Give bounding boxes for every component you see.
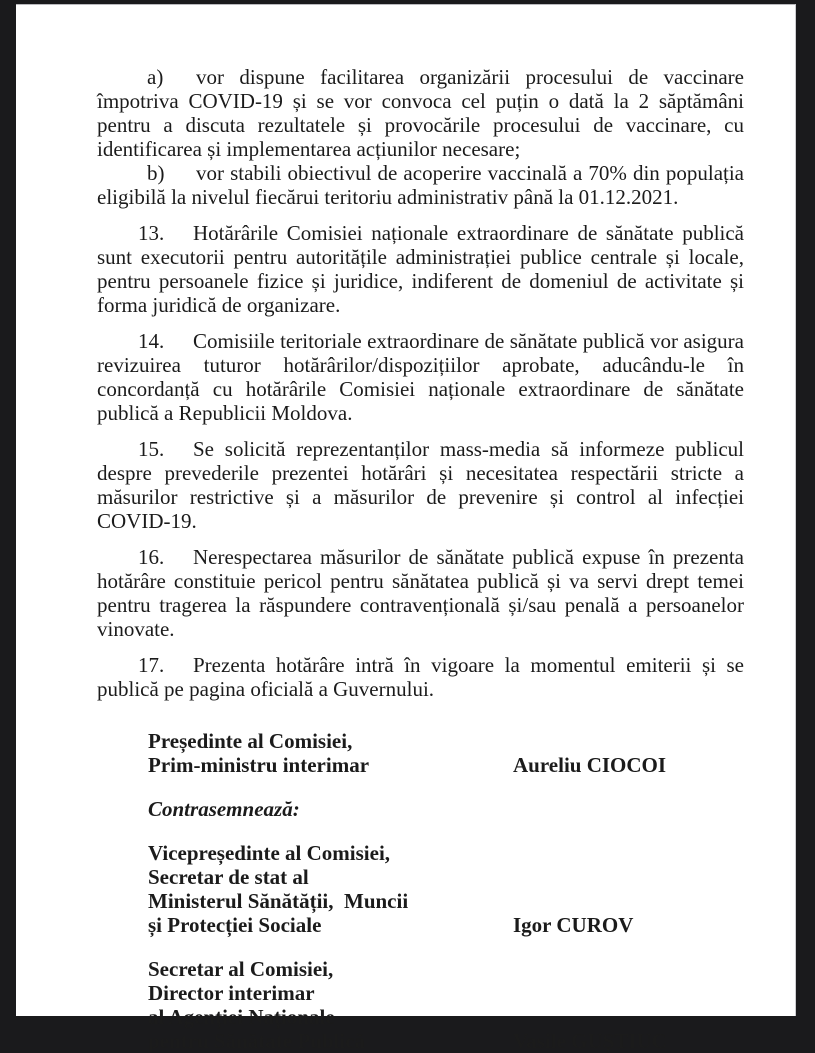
- signature-title-line: Președinte al Comisiei,: [148, 729, 353, 753]
- list-label: a): [147, 65, 164, 89]
- paragraph-15: [97, 437, 744, 533]
- signature-title-line: Prim-ministru interimar: [148, 753, 370, 777]
- signature-title-line: Director interimar: [148, 981, 315, 1005]
- document-content: [16, 5, 795, 1053]
- signature-title-line: Ministerul Sănătății, Muncii: [148, 889, 409, 913]
- signature-block-secretary: [148, 957, 744, 1053]
- paragraph-number: 17.: [138, 653, 165, 677]
- paragraph-number: 14.: [138, 329, 165, 353]
- list-item-text: vor dispune facilitarea organizării procesului de vaccinare împotriva COVID-19 și se vor convoca cel puțin o dată la 2 săptămâni pentru a discuta rezultatele și provocările procesului de vaccinare, cu identificarea și implementarea acțiunilor necesare;: [97, 65, 744, 161]
- paragraph-16: [97, 545, 744, 641]
- signature-title-line: Secretar de stat al: [148, 865, 309, 889]
- paragraph-number: 15.: [138, 437, 165, 461]
- paragraph-text: Nerespectarea măsurilor de sănătate publică expuse în prezenta hotărâre constituie pericol pentru sănătatea publică și va servi drept temei pentru tragerea la răspundere contravențională și/sau penală a persoanelor vinovate.: [97, 545, 744, 641]
- signature-title-line: al Agenției Naționale: [148, 1005, 335, 1029]
- paragraph-number: 16.: [138, 545, 165, 569]
- paragraph-14: [97, 329, 744, 425]
- list-item-a: [97, 65, 744, 161]
- paragraph-number: 13.: [138, 221, 165, 245]
- signature-block-vicepresident: [148, 841, 744, 937]
- signature-titles: [148, 841, 513, 937]
- signature-title-line: Vicepreședinte al Comisiei,: [148, 841, 391, 865]
- signature-titles: [148, 729, 513, 777]
- paragraph-text: Comisiile teritoriale extraordinare de sănătate publică vor asigura revizuirea tuturor hotărârilor/dispozițiilor aprobate, aducându-le în concordanță cu hotărârile Comisiei naționale extraordinare de sănătate publică a Republicii Moldova.: [97, 329, 744, 425]
- list-item-text: vor stabili obiectivul de acoperire vaccinală a 70% din populația eligibilă la nivelul fiecărui teritoriu administrativ până la 01.12.2021.: [97, 161, 744, 209]
- countersign-label: Contrasemnează:: [148, 797, 300, 821]
- paragraph-17: [97, 653, 744, 701]
- signature-title-line: și Protecției Sociale: [148, 913, 322, 937]
- paragraph-text: Se solicită reprezentanților mass-media să informeze publicul despre prevederile prezentei hotărâri și necesitatea respectării stricte a măsurilor restrictive și a măsurilor de prevenire și control al infecției COVID-19.: [97, 437, 744, 533]
- list-label: b): [147, 161, 165, 185]
- signatures-section: [97, 729, 744, 1053]
- paragraph-13: [97, 221, 744, 317]
- document-page: [16, 4, 796, 1053]
- signature-name: Vasile GUȘTIUC: [513, 1029, 667, 1053]
- signature-name: Aureliu CIOCOI: [513, 753, 667, 777]
- paragraph-text: Prezenta hotărâre intră în vigoare la momentul emiterii și se publică pe pagina oficială a Guvernului.: [97, 653, 744, 701]
- signature-name: Igor CUROV: [513, 913, 634, 937]
- signature-titles: [148, 957, 513, 1053]
- signature-block-president: [148, 729, 744, 777]
- paragraph-text: Hotărârile Comisiei naționale extraordinare de sănătate publică sunt executorii pentru autoritățile administrației publice centrale și locale, pentru persoanele fizice și juridice, indiferent de domeniul de activitate și forma juridică de organizare.: [97, 221, 744, 317]
- signature-title-line: pentru Sănătate Publică: [148, 1029, 366, 1053]
- list-item-b: [97, 161, 744, 209]
- signature-title-line: Secretar al Comisiei,: [148, 957, 334, 981]
